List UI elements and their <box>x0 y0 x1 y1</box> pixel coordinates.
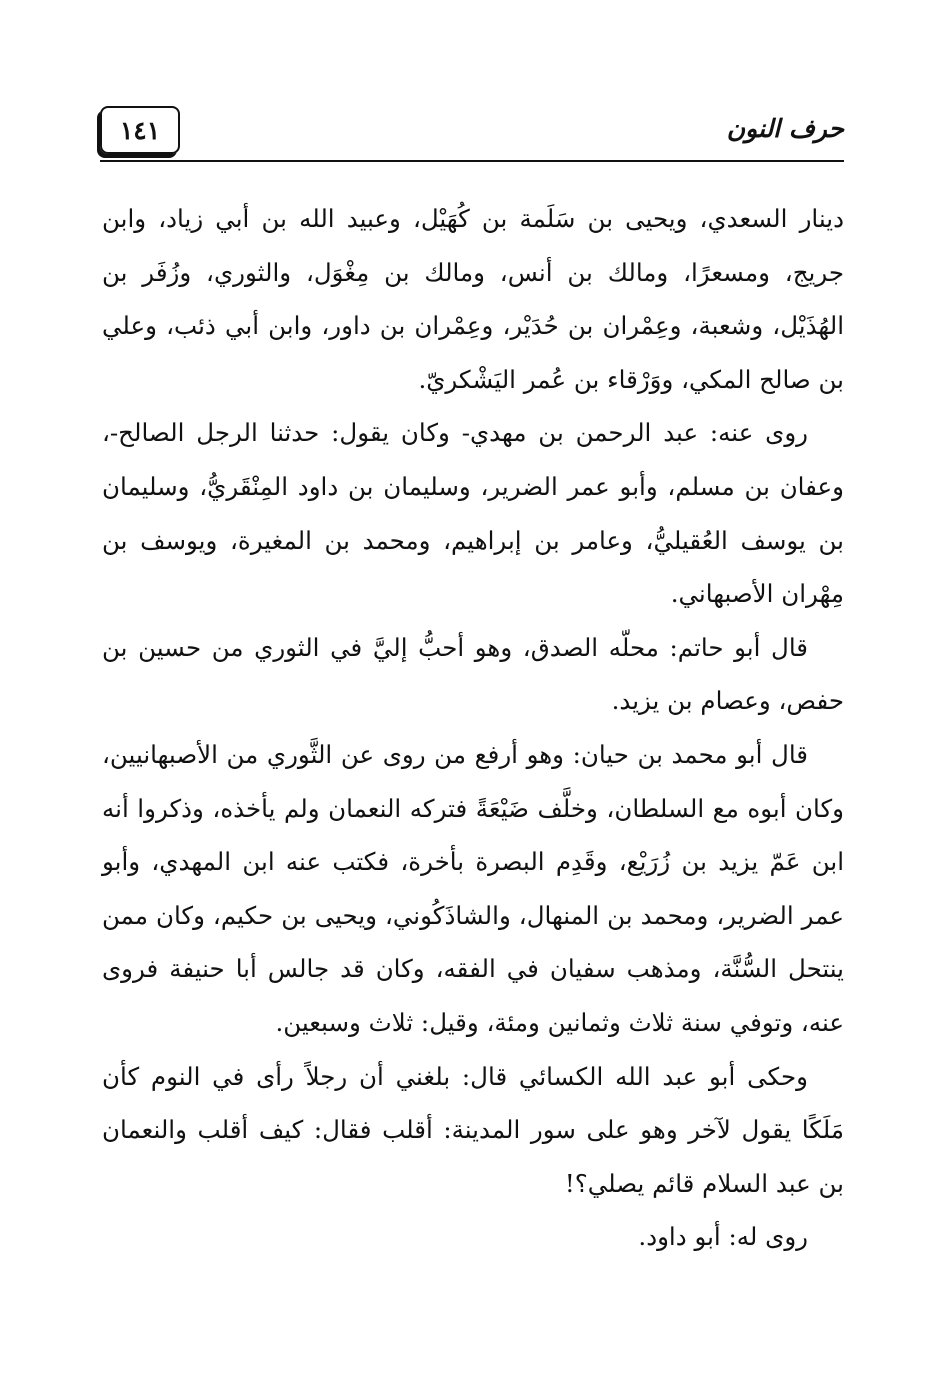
paragraph-students: روى عنه: عبد الرحمن بن مهدي- وكان يقول: حدثنا الرجل الصالح-، وعفان بن مسلم، وأبو عمر الضرير، وسليمان بن داود المِنْقَريُّ، وسليمان بن يوسف العُقيليُّ، وعامر بن إبراهيم، ومحمد بن المغيرة، ويوسف بن مِهْران الأصبهاني. <box>102 418 844 609</box>
body-text <box>102 192 844 1264</box>
page-number: ١٤١ <box>100 106 180 154</box>
page-header <box>100 100 844 162</box>
chapter-title: حرف النون <box>726 114 844 143</box>
paragraph-ibn-hayyan: قال أبو محمد بن حيان: وهو أرفع من روى عن الثَّوري من الأصبهانيين، وكان أبوه مع السلطان، وخلَّف ضَيْعَةً فتركه النعمان ولم يأخذه، وذكروا أنه ابن عَمّ يزيد بن زُرَيْع، وقَدِم البصرة بأخرة، فكتب عنه ابن المهدي، وأبو عمر الضرير، ومحمد بن المنهال، والشاذَكُوني، ويحيى بن حكيم، وكان ممن ينتحل السُّنَّة، ومذهب سفيان في الفقه، وكان قد جالس أبا حنيفة فروى عنه، وتوفي سنة ثلاث وثمانين ومئة، وقيل: ثلاث وسبعين. <box>102 739 844 1037</box>
paragraph-abu-hatim: قال أبو حاتم: محلّه الصدق، وهو أحبُّ إليَّ في الثوري من حسين بن حفص، وعصام بن يزيد. <box>102 632 844 716</box>
paragraph-narrated-by: روى له: أبو داود. <box>638 1222 808 1252</box>
header-divider <box>100 160 844 162</box>
paragraph-narrators: دينار السعدي، ويحيى بن سَلَمة بن كُهَيْل، وعبيد الله بن أبي زياد، وابن جريج، ومسعرًا، ومالك بن أنس، ومالك بن مِغْوَل، والثوري، وزُفَر بن الهُذَيْل، وشعبة، وعِمْران بن حُدَيْر، وعِمْران بن داور، وابن أبي ذئب، وعلي بن صالح المكي، ووَرْقاء بن عُمر اليَشْكريّ. <box>102 204 844 394</box>
paragraph-kisai: وحكى أبو عبد الله الكسائي قال: بلغني أن رجلاً رأى في النوم كأن مَلَكًا يقول لآخر وهو على سور المدينة: أقلب فقال: كيف أقلب والنعمان بن عبد السلام قائم يصلي؟! <box>102 1061 844 1198</box>
